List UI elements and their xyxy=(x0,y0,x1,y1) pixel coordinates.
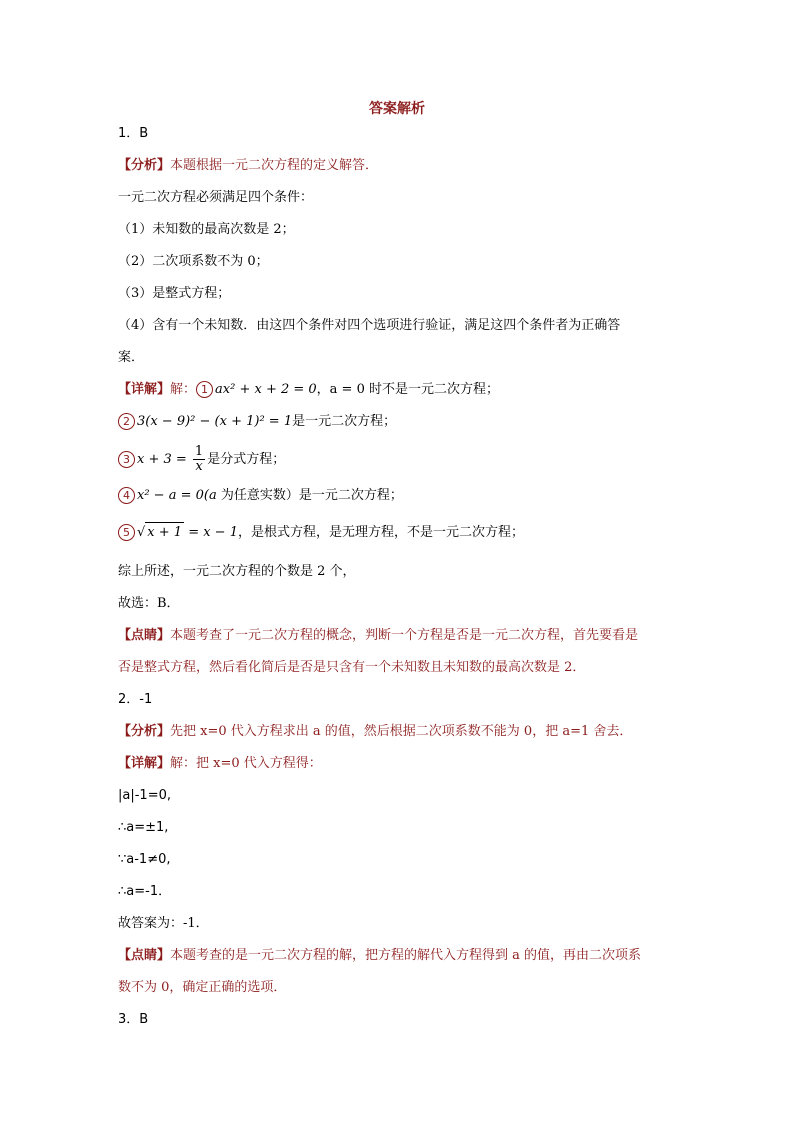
circled-number-icon: 5 xyxy=(118,524,135,541)
comment-tag: 【点睛】 xyxy=(118,628,171,643)
analysis-text: 先把 x=0 代入方程求出 a 的值，然后根据二次项系数不能为 0，把 a=1 舍去． xyxy=(170,724,633,739)
circled-number-icon: 4 xyxy=(118,487,135,504)
q2-comment-b: 数不为 0，确定正确的选项． xyxy=(118,980,287,995)
q1-condition-4b: 案． xyxy=(118,350,145,365)
fraction-numerator: 1 xyxy=(194,444,204,459)
analysis-text: 本题根据一元二次方程的定义解答． xyxy=(170,158,379,173)
comment-tag: 【点睛】 xyxy=(118,948,171,963)
equation-rhs: = x − 1 xyxy=(184,525,238,540)
q1-analysis xyxy=(118,156,378,176)
circled-number-icon: 2 xyxy=(118,413,135,430)
q1-summary: 综上所述，一元二次方程的个数是 2 个， xyxy=(118,564,356,579)
q1-detail-item3 xyxy=(118,442,285,478)
q2-step-3: ∵a-1≠0, xyxy=(118,852,171,867)
detail-tag: 【详解】 xyxy=(118,756,171,771)
q2-detail xyxy=(118,754,322,774)
q2-final-answer: 故答案为：-1． xyxy=(118,916,209,931)
q3-answer: 3．B xyxy=(118,1012,149,1027)
item-text: 是分式方程； xyxy=(207,452,286,467)
q2-answer: 2．-1 xyxy=(118,692,153,707)
q2-step-1: |a|-1=0, xyxy=(118,788,171,803)
item-text: ，是根式方程，是无理方程，不是一元二次方程； xyxy=(237,525,524,540)
q1-choice: 故选：B． xyxy=(118,596,180,611)
q1-comment-b: 否是整式方程，然后看化简后是否是只含有一个未知数且未知数的最高次数是 2． xyxy=(118,660,586,675)
q1-detail-item4 xyxy=(118,486,403,506)
q1-condition-2: （2）二次项系数不为 0； xyxy=(118,254,269,269)
q1-comment-a xyxy=(118,626,638,646)
comment-text: 本题考查了一元二次方程的概念，判断一个方程是否是一元二次方程，首先要看是 xyxy=(170,628,639,643)
sqrt-radicand: x + 1 xyxy=(145,522,184,543)
q1-condition-1: （1）未知数的最高次数是 2； xyxy=(118,222,295,237)
q1-detail-item2 xyxy=(118,412,396,432)
item-text: 是一元二次方程； xyxy=(292,414,397,429)
comment-text: 本题考查的是一元二次方程的解，把方程的解代入方程得到 a 的值，再由二次项系 xyxy=(170,948,642,963)
equation: 3(x − 9)² − (x + 1)² = 1 xyxy=(137,414,293,429)
q1-detail-item1 xyxy=(118,380,499,400)
detail-lead: 解： xyxy=(170,382,197,397)
detail-tag: 【详解】 xyxy=(118,382,171,397)
sqrt-icon: √ xyxy=(137,525,146,540)
q1-conditions-intro: 一元二次方程必须满足四个条件： xyxy=(118,190,314,205)
equation: x² − a = 0(a xyxy=(137,488,217,503)
analysis-tag: 【分析】 xyxy=(118,158,171,173)
q1-condition-4a: （4）含有一个未知数．由这四个条件对四个选项进行验证，满足这四个条件者为正确答 xyxy=(118,318,621,333)
equation-lhs: x + 3 = xyxy=(137,452,191,467)
q2-comment-a xyxy=(118,946,641,966)
page-title: 答案解析 xyxy=(369,101,425,117)
q2-step-2: ∴a=±1, xyxy=(118,820,169,835)
circled-number-icon: 1 xyxy=(196,381,213,398)
q2-step-4: ∴a=-1． xyxy=(118,884,172,899)
item-text: ，a = 0 时不是一元二次方程； xyxy=(316,382,499,397)
detail-text: 解：把 x=0 代入方程得： xyxy=(170,756,322,771)
circled-number-icon: 3 xyxy=(118,451,135,468)
item-text: 为任意实数）是一元二次方程； xyxy=(216,488,403,503)
q1-answer: 1．B xyxy=(118,126,149,141)
q1-condition-3: （3）是整式方程； xyxy=(118,286,231,301)
q1-detail-item5 xyxy=(118,522,524,543)
fraction xyxy=(193,445,205,474)
equation: ax² + x + 2 = 0 xyxy=(215,382,317,397)
q2-analysis xyxy=(118,722,632,742)
fraction-denominator: x xyxy=(195,459,203,474)
analysis-tag: 【分析】 xyxy=(118,724,171,739)
